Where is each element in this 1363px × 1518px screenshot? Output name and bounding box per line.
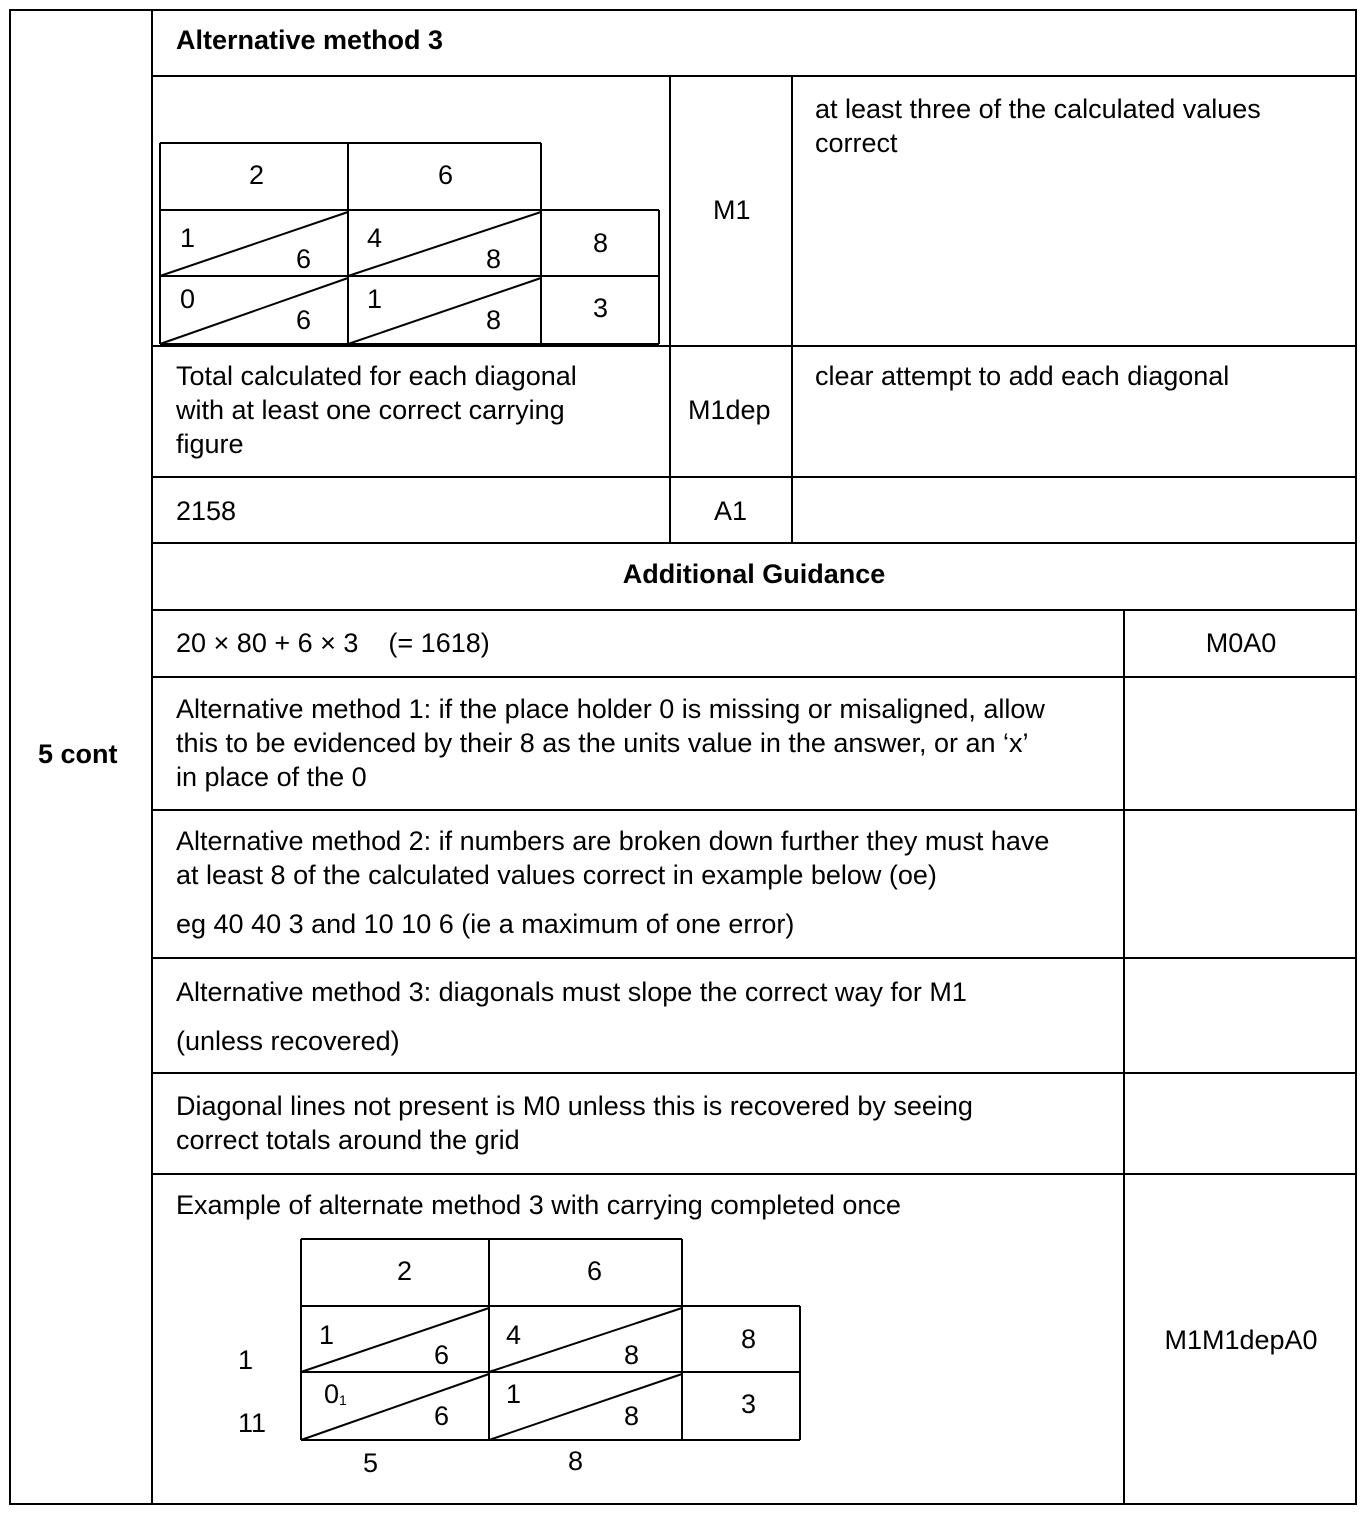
grid-cell-bottom: 8 <box>486 305 502 335</box>
grid-cell-top-with-carry <box>324 1379 347 1415</box>
grid-cell-top: 4 <box>506 1320 522 1350</box>
table-bottom-border <box>9 1503 1357 1505</box>
row-divider <box>151 609 1357 611</box>
mark-column-divider-right <box>791 75 793 544</box>
guidance-text: Alternative method 2: if numbers are broken down further they must have <box>176 826 1050 856</box>
mark-comment: clear attempt to add each diagonal <box>815 361 1230 391</box>
response-answer: 2158 <box>176 496 237 526</box>
mark-code: M1dep <box>688 395 771 425</box>
grid-right-digit: 8 <box>593 228 609 258</box>
table-left-border <box>9 9 11 1505</box>
row-divider <box>151 676 1357 678</box>
row-divider <box>151 809 1357 811</box>
guidance-text: 20 × 80 + 6 × 3 (= 1618) <box>176 628 490 658</box>
question-number: 5 cont <box>38 739 118 769</box>
grid-top-digit: 2 <box>249 160 265 190</box>
grid-cell-bottom: 6 <box>296 244 312 274</box>
guidance-text: eg 40 40 3 and 10 10 6 (ie a maximum of one error) <box>176 909 795 939</box>
table-right-border <box>1355 9 1357 1505</box>
guidance-text: at least 8 of the calculated values correct in example below (oe) <box>176 860 937 890</box>
grid-top-digit: 2 <box>397 1256 413 1286</box>
bottom-total-digit: 8 <box>568 1446 584 1476</box>
guidance-heading: Additional Guidance <box>622 559 886 589</box>
carry-digit: 1 <box>339 1392 347 1408</box>
guidance-text: this to be evidenced by their 8 as the units value in the answer, or an ‘x’ <box>176 728 1029 758</box>
guidance-mark-divider <box>1123 609 1125 1505</box>
question-column-divider <box>151 9 153 1505</box>
guidance-mark: M1M1depA0 <box>1164 1325 1318 1355</box>
guidance-text: Diagonal lines not present is M0 unless this is recovered by seeing <box>176 1091 973 1121</box>
grid-cell-bottom: 6 <box>434 1340 450 1370</box>
grid-cell-bottom: 8 <box>624 1401 640 1431</box>
row-divider <box>151 957 1357 959</box>
grid-cell-bottom: 8 <box>624 1340 640 1370</box>
example-grid-lines <box>300 1238 802 1442</box>
row-divider <box>151 1072 1357 1074</box>
grid-cell-top: 0 <box>180 284 196 314</box>
grid-right-digit: 3 <box>593 293 609 323</box>
grid-right-digit: 8 <box>741 1324 757 1354</box>
example-lattice-grid <box>300 1238 802 1442</box>
response-line: Total calculated for each diagonal <box>176 361 577 391</box>
table-top-border <box>9 9 1357 11</box>
guidance-mark: M0A0 <box>1205 628 1277 658</box>
grid-right-digit: 3 <box>741 1389 757 1419</box>
row-divider <box>151 476 1357 478</box>
guidance-text: in place of the 0 <box>176 762 367 792</box>
method-heading: Alternative method 3 <box>176 25 444 55</box>
mark-code: M1 <box>713 195 751 225</box>
row-divider <box>151 1173 1357 1175</box>
grid-cell-top: 1 <box>180 223 196 253</box>
response-line: with at least one correct carrying <box>176 395 565 425</box>
mark-comment-line: correct <box>815 128 898 158</box>
guidance-text: Alternative method 1: if the place holder 0 is missing or misaligned, allow <box>176 694 1045 724</box>
response-line: figure <box>176 429 244 459</box>
grid-cell-top: 1 <box>506 1379 522 1409</box>
guidance-text: Alternative method 3: diagonals must slope the correct way for M1 <box>176 977 967 1007</box>
grid-cell-top: 4 <box>367 223 383 253</box>
row-divider <box>151 542 1357 544</box>
grid-cell-top: 1 <box>367 284 383 314</box>
lattice-grid-lines <box>159 142 661 346</box>
grid-cell-bottom: 8 <box>486 244 502 274</box>
grid-cell-top: 1 <box>319 1320 335 1350</box>
grid-cell-bottom: 6 <box>434 1401 450 1431</box>
lattice-grid <box>159 142 661 346</box>
guidance-text: correct totals around the grid <box>176 1125 520 1155</box>
left-carry-total: 11 <box>238 1408 267 1438</box>
grid-cell-top: 0 <box>324 1379 340 1409</box>
mark-comment-line: at least three of the calculated values <box>815 94 1261 124</box>
bottom-total-digit: 5 <box>363 1448 379 1478</box>
mark-code: A1 <box>714 496 748 526</box>
guidance-text: (unless recovered) <box>176 1026 400 1056</box>
grid-cell-bottom: 6 <box>296 305 312 335</box>
grid-top-digit: 6 <box>438 160 454 190</box>
grid-top-digit: 6 <box>587 1256 603 1286</box>
left-carry-total: 1 <box>238 1345 254 1375</box>
guidance-text: Example of alternate method 3 with carrying completed once <box>176 1190 901 1220</box>
row-divider <box>151 75 1357 77</box>
mark-column-divider-left <box>669 75 671 544</box>
